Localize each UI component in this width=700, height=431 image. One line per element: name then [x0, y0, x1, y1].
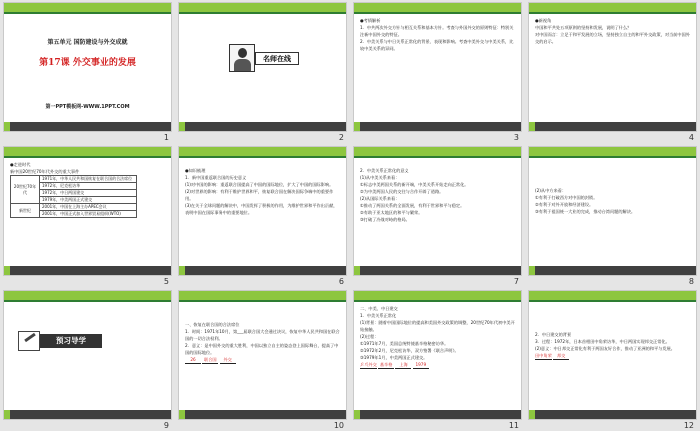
slide-top-bar [4, 3, 171, 12]
slide-number-4: 4 [688, 133, 694, 142]
slide-top-accent [529, 12, 696, 14]
slide-text [360, 167, 515, 223]
slide-top-bar [354, 3, 521, 12]
slide-top-accent [354, 12, 521, 14]
text-line: 1．中共两次外交方针与相互关系和基本方针。考查与外国外交的原则特征：特别关注新中国外交的特征。 [360, 25, 514, 37]
table-row [11, 176, 137, 183]
answer-blank: 田中角荣 [535, 353, 552, 358]
slide-thumbnail-7[interactable] [353, 146, 522, 276]
answer-blank: 邦交 [553, 352, 569, 360]
era-cell: 新世纪 [11, 204, 40, 218]
event-cell: 2001年，中国在上海主办APEC会议 [40, 204, 137, 211]
text-line: ③1979年1月，中美两国正式建交。 [360, 355, 428, 360]
slide-text [360, 305, 515, 369]
event-cell: 1972年，尼克松访华 [40, 183, 137, 190]
slide-top-accent [179, 12, 346, 14]
pen-icon [18, 331, 40, 351]
era-cell: 20世纪70年代 [11, 176, 40, 204]
answer-blank: 1979 [413, 361, 429, 369]
slide-footer [354, 266, 521, 275]
text-line: 1．中美关系正常化 [360, 313, 397, 318]
slide-top-bar [529, 291, 696, 300]
slide-thumbnail-11[interactable] [353, 290, 522, 420]
text-line: ②为中美两国人民的交往与合作开辟了道路。 [360, 189, 444, 194]
slide-number-12: 12 [683, 421, 694, 430]
text-line: ①1971年7月，美国总统特使基辛格秘密访华。 [360, 341, 449, 346]
slide-thumbnail-10[interactable] [178, 290, 347, 420]
slide-footer [4, 266, 171, 275]
slide-top-bar [529, 147, 696, 156]
text-line: ②1972年2月，尼克松访华，双方签署《联合声明》。 [360, 348, 459, 353]
text-line: 对中国而言：立足于和平发展的立场，坚持独立自主的和平外交政策，对当前中国外交的启示。 [535, 32, 690, 44]
text-line: ③打破了冷战对峙的格局。 [360, 217, 410, 222]
text-line: ③有利于祖国统一大业的完成，推动台湾问题的解决。 [535, 209, 636, 214]
text-line: (2)对世界的影响：有利于维护世界和平，恢复联合国在解决国际争端中的重要作用。 [185, 189, 334, 201]
slide-thumbnail-2[interactable] [178, 2, 347, 132]
events-table [10, 175, 137, 218]
event-cell: 2001年，中国正式加入世界贸易组织(WTO) [40, 211, 137, 218]
text-line: 2．中美关系与中日关系正常化的背景、表现和影响。考查中美外交与中美关系，比较中美关系的异同。 [360, 39, 514, 51]
slide-text [360, 17, 515, 52]
table-row [11, 204, 137, 211]
unit-title: 第五单元 国防建设与外交成就 [47, 39, 128, 46]
slide-text [185, 321, 340, 364]
text-line: ②有利于对外开放和经济建设。 [535, 202, 594, 207]
slide-top-accent [4, 300, 171, 302]
text-line: 3．过程：1972年，日本首相田中角荣访华，中日两国实现邦交正常化。 [535, 339, 670, 344]
text-line: (2)从中方来看： [535, 188, 567, 193]
text-line: 2．中日建交的背景 [535, 332, 572, 337]
text-line: 中国和平共处五项原则的坚持和发展，说明了什么？ [535, 25, 632, 30]
text-line: (2)意义：中日邦交正常化有利于两国友好合作，推动了亚洲的和平与发展。 [535, 346, 675, 351]
answer-blank: 上海 [395, 361, 411, 369]
slide-top-accent [354, 156, 521, 158]
slide-top-bar [179, 3, 346, 12]
text-line: (2)过程： [360, 334, 379, 339]
slide-footer [4, 410, 171, 419]
slide-top-bar [4, 291, 171, 300]
teacher-portrait-icon [229, 44, 255, 72]
slide-number-5: 5 [163, 277, 169, 286]
answer-blank: 外交 [220, 356, 236, 364]
text-line: (1)对中国的影响：重返联合国提高了中国的国际地位，扩大了中国的国际影响。 [185, 182, 334, 187]
slide-heading: ●考情解析 [360, 18, 381, 23]
text-line: 2．中美关系正常化的意义 [360, 168, 409, 173]
slide-top-accent [4, 156, 171, 158]
slide-footer [4, 122, 171, 131]
answer-blank: 基辛格 [379, 362, 393, 367]
slide-number-6: 6 [338, 277, 344, 286]
text-line: (3)在关于全球问题的解决中，中国发挥了积极的作用，为维护世界和平作出贡献，表明中国在国际事务中的重要地位。 [185, 203, 338, 215]
slide-subheading: 新中国20世纪70年代外交的重大事件 [10, 169, 80, 174]
answer-blank: 联合国 [204, 357, 217, 362]
slide-top-bar [529, 3, 696, 12]
text-line: 2．意义：是中国外交的重大胜利，中国以独立自主的姿态登上国际舞台，提高了中国的国际地位。 [185, 343, 339, 355]
text-line: ②有助于亚太地区的和平与繁荣。 [360, 210, 423, 215]
slide-thumbnail-1[interactable] [3, 2, 172, 132]
text-line: ①标志中美两国关系的新开端，中美关系开始走向正常化。 [360, 182, 469, 187]
slide-top-bar [4, 147, 171, 156]
slide-top-bar [354, 147, 521, 156]
text-line: (1)从中美关系来看： [360, 175, 400, 180]
slide-number-9: 9 [163, 421, 169, 430]
slide-text [535, 17, 690, 45]
slide-thumbnail-9[interactable] [3, 290, 172, 420]
slide-thumbnail-12[interactable] [528, 290, 697, 420]
slide-footer [529, 122, 696, 131]
answer-blank: 26 [185, 356, 201, 364]
slide-footer [179, 410, 346, 419]
slide-footer [179, 266, 346, 275]
slide-heading: ●新视角 [535, 18, 552, 23]
slide-thumbnail-3[interactable] [353, 2, 522, 132]
text-line: 1．新中国重返联合国的历史意义 [185, 175, 247, 180]
event-cell: 1972年，中日两国建交 [40, 190, 137, 197]
slide-text [185, 167, 340, 216]
slide-footer [529, 410, 696, 419]
slide-top-bar [354, 291, 521, 300]
slide-heading: ●知识梳理 [185, 168, 206, 173]
slide-footer [354, 410, 521, 419]
slide-number-2: 2 [338, 133, 344, 142]
answer-blank: 乒乓外交 [360, 362, 377, 367]
slide-thumbnail-4[interactable] [528, 2, 697, 132]
slide-heading: ●走进时代 [10, 162, 31, 167]
slide-text [535, 331, 690, 360]
slide-text [535, 187, 690, 215]
text-line: ①有利于打破西方对中国的封锁。 [535, 195, 598, 200]
slide-footer [354, 122, 521, 131]
text-line: 二、中美、中日建交 [360, 306, 398, 311]
slide-top-accent [529, 300, 696, 302]
slide-thumbnail-5[interactable] [3, 146, 172, 276]
slide-thumbnail-6[interactable] [178, 146, 347, 276]
slide-top-accent [179, 300, 346, 302]
text-line: ①推动了两国关系的全面发展，有利于世界和平与稳定。 [360, 203, 465, 208]
slide-number-3: 3 [513, 133, 519, 142]
text-line: 一、恢复在联合国的合法席位 [185, 322, 240, 327]
lesson-title: 第17课 外交事业的发展 [39, 58, 136, 68]
slide-top-bar [179, 147, 346, 156]
website-text: 第一PPT模板网-WWW.1PPT.COM [45, 104, 130, 110]
text-line: (1)背景：随着中国国际地位的提高和美国外交政策的调整，20世纪70年代初中美开始接触。 [360, 320, 515, 332]
slide-top-accent [179, 156, 346, 158]
preview-guide-badge [18, 331, 110, 351]
slide-top-accent [4, 12, 171, 14]
slide-top-bar [179, 291, 346, 300]
slide-number-11: 11 [508, 421, 519, 430]
slide-number-8: 8 [688, 277, 694, 286]
slide-number-10: 10 [333, 421, 344, 430]
text-line: 1．时间：1971年10月，第___届联合国大会通过决议，恢复中华人民共和国在联合国的一切合法权利。 [185, 329, 340, 341]
slide-thumbnail-8[interactable] [528, 146, 697, 276]
slide-footer [179, 122, 346, 131]
slide-text [10, 161, 165, 175]
slide-top-accent [529, 156, 696, 158]
teacher-online-badge [229, 44, 299, 72]
slide-footer [529, 266, 696, 275]
badge-label: 名师在线 [255, 52, 299, 65]
slide-number-1: 1 [163, 133, 169, 142]
badge-label: 预习导学 [40, 334, 102, 348]
text-line: (2)从国际关系来看： [360, 196, 400, 201]
slide-number-7: 7 [513, 277, 519, 286]
event-cell: 1979年，中美两国正式建交 [40, 197, 137, 204]
event-cell: 1971年，中华人民共和国恢复在联合国的合法席位 [40, 176, 137, 183]
slide-top-accent [354, 300, 521, 302]
